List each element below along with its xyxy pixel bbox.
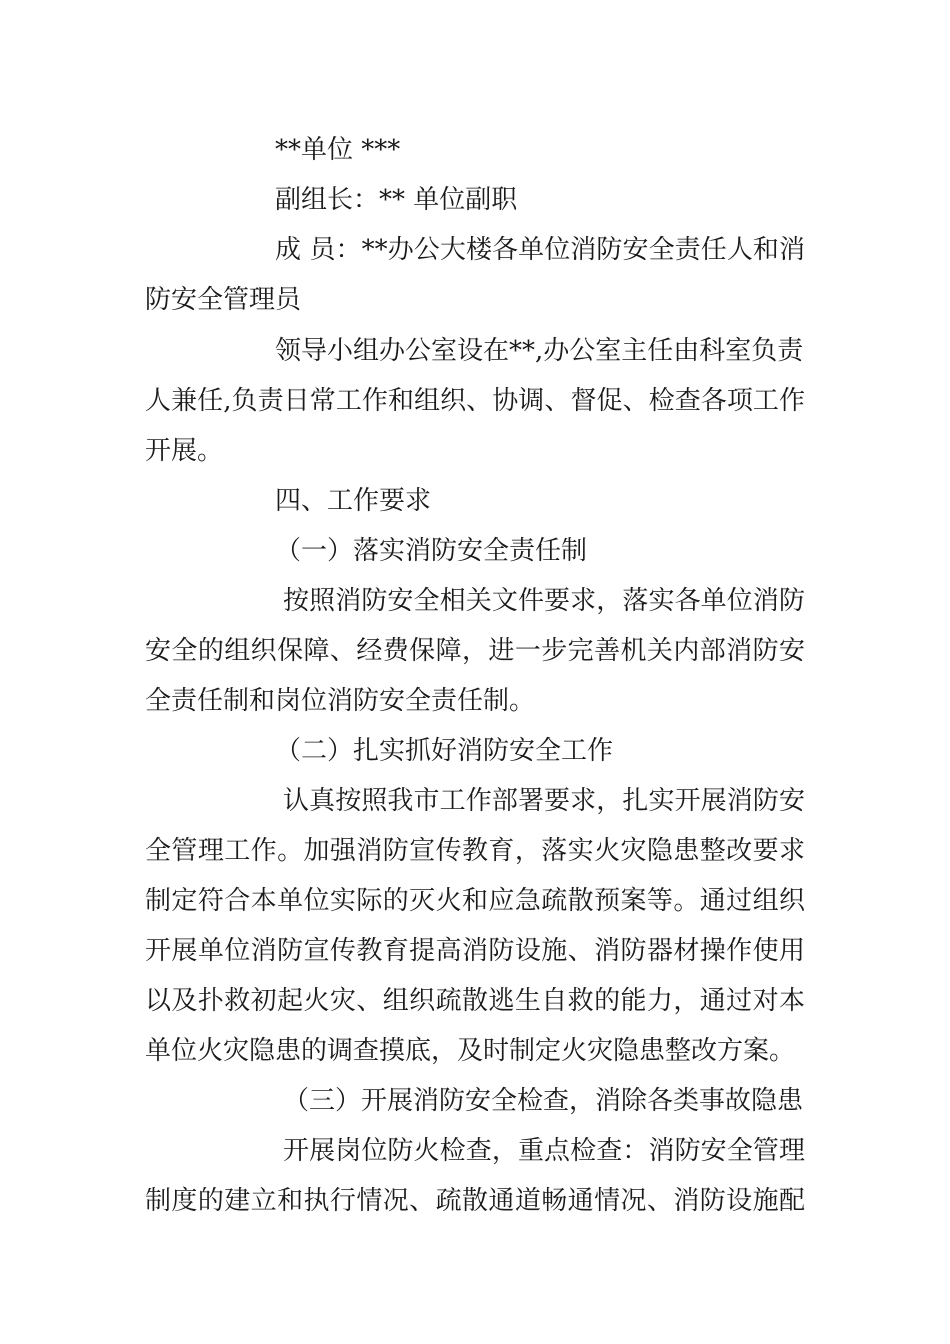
text-line: 成 员：**办公大楼各单位消防安全责任人和消	[275, 235, 805, 265]
text-line: 副组长：** 单位副职	[275, 185, 518, 215]
text-line: 领导小组办公室设在**,办公室主任由科室负责	[275, 336, 804, 366]
text-line: 全管理工作。加强消防宣传教育，落实火灾隐患整改要求	[145, 836, 805, 866]
text-line: 防安全管理员	[145, 285, 302, 315]
text-line: 制定符合本单位实际的灭火和应急疏散预案等。通过组织	[145, 886, 805, 916]
text-line: 单位火灾隐患的调查摸底，及时制定火灾隐患整改方案。	[145, 1036, 796, 1066]
text-line: 认真按照我市工作部署要求，扎实开展消防安	[283, 786, 805, 816]
text-line: 开展单位消防宣传教育提高消防设施、消防器材操作使用	[145, 936, 805, 966]
text-line: 全责任制和岗位消防安全责任制。	[145, 686, 536, 716]
subsection-heading: （三）开展消防安全检查，消除各类事故隐患	[283, 1086, 804, 1116]
text-line: 按照消防安全相关文件要求，落实各单位消防	[283, 586, 805, 616]
text-line: 开展岗位防火检查，重点检查：消防安全管理	[283, 1136, 805, 1166]
text-line: 安全的组织保障、经费保障，进一步完善机关内部消防安	[145, 636, 805, 666]
text-line: 以及扑救初起火灾、组织疏散逃生自救的能力，通过对本	[145, 986, 805, 1016]
subsection-heading: （一）落实消防安全责任制	[275, 536, 588, 566]
section-heading: 四、工作要求	[275, 486, 432, 516]
text-line: 制度的建立和执行情况、疏散通道畅通情况、消防设施配	[145, 1186, 805, 1216]
text-line: **单位 ***	[275, 135, 401, 165]
subsection-heading: （二）扎实抓好消防安全工作	[275, 736, 614, 766]
text-line: 开展。	[145, 436, 224, 466]
text-line: 人兼任,负责日常工作和组织、协调、督促、检查各项工作	[145, 386, 805, 416]
